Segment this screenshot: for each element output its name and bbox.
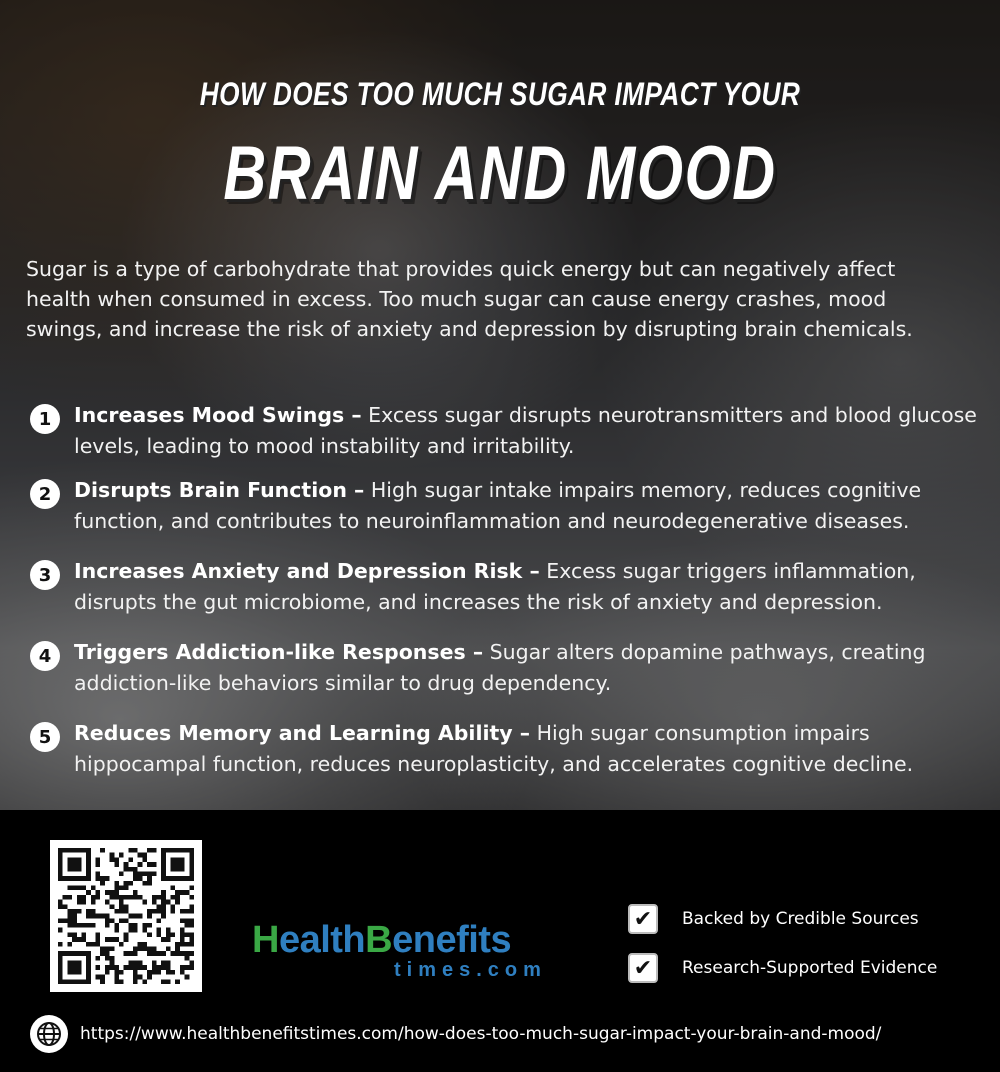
point-heading: Disrupts Brain Function – [74,478,365,502]
logo [252,920,572,1000]
list-item [30,556,980,618]
footer [0,810,1000,1072]
impact-list [30,400,980,780]
badge-credible-sources [628,904,919,934]
number-badge: 3 [30,560,60,590]
logo-part-ealth: ealth [278,919,366,961]
point-heading: Triggers Addiction-like Responses – [74,640,484,664]
article-url-link[interactable]: https://www.healthbenefitstimes.com/how-does-too-much-sugar-impact-your-brain-and-mood/ [80,1024,882,1044]
point-heading: Increases Mood Swings – [74,403,362,427]
title-line-2: BRAIN AND MOOD [223,131,777,216]
list-item [30,400,980,462]
logo-subtitle: times.com [394,959,547,981]
list-item [30,637,980,699]
logo-part-h: H [252,919,279,961]
logo-part-b: B [365,919,393,961]
checkmark-icon: ✔ [628,953,658,983]
intro-paragraph: Sugar is a type of carbohydrate that provides quick energy but can negatively affect health when consumed in excess. Too much sugar can cause energy crashes, mood swings, and increase the risk of anxiety and depression by disrupting brain chemicals. [26,257,913,341]
title-line-1: HOW DOES TOO MUCH SUGAR IMPACT YOUR [199,76,801,112]
number-badge: 1 [30,404,60,434]
point-heading: Reduces Memory and Learning Ability – [74,721,531,745]
point-text: Excess sugar disrupts neurotransmitters and blood glucose levels, leading to mood instability and irritability. [74,403,977,458]
list-item [30,475,980,537]
point-text: High sugar intake impairs memory, reduces cognitive function, and contributes to neuroinflammation and neurodegenerative diseases. [74,478,922,533]
badge-label: Research-Supported Evidence [682,958,938,978]
number-badge: 4 [30,641,60,671]
logo-part-enefits: enefits [392,919,512,961]
number-badge: 5 [30,722,60,752]
qr-code-icon[interactable] [50,840,202,992]
point-text: Sugar alters dopamine pathways, creating addiction-like behaviors similar to drug dependency. [74,640,926,695]
number-badge: 2 [30,479,60,509]
checkmark-icon: ✔ [628,904,658,934]
list-item [30,718,980,780]
badge-label: Backed by Credible Sources [682,909,919,929]
globe-icon [30,1015,68,1053]
logo-wordmark [252,920,572,960]
url-row [30,1015,881,1053]
badge-research-evidence [628,953,937,983]
point-heading: Increases Anxiety and Depression Risk – [74,559,540,583]
point-text: Excess sugar triggers inflammation, disrupts the gut microbiome, and increases the risk of anxiety and depression. [74,559,916,614]
point-text: High sugar consumption impairs hippocampal function, reduces neuroplasticity, and accelerates cognitive decline. [74,721,914,776]
qr-code-graphic [58,848,194,984]
